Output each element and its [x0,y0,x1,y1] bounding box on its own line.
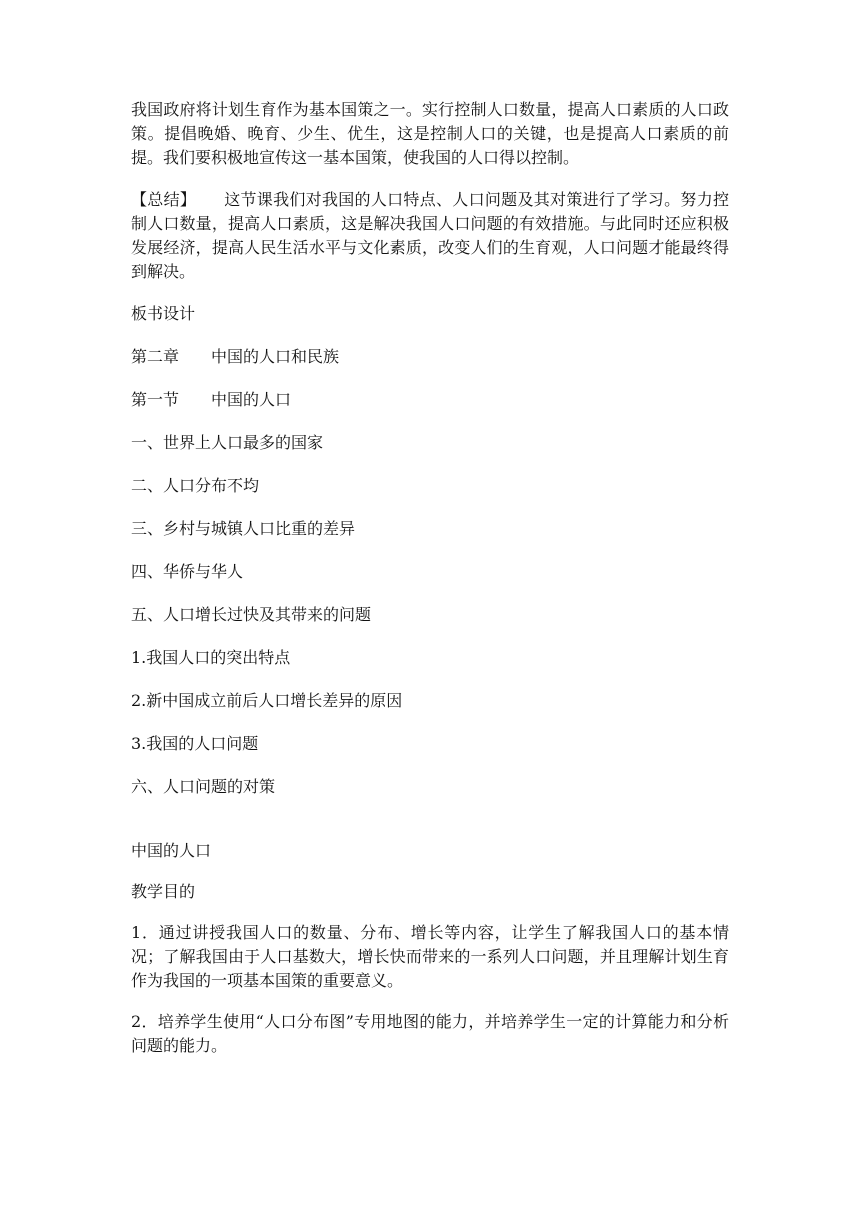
summary-text: 这节课我们对我国的人口特点、人口问题及其对策进行了学习。努力控制人口数量，提高人口素质，这是解决我国人口问题的有效措施。与此同时还应积极发展经济，提高人民生活水平与文化素质，改变人们的生育观，人口问题才能最终得到解决。 [131,190,729,281]
section-label: 第一节 [131,390,180,409]
section-heading [131,388,729,412]
summary-paragraph [131,188,729,284]
objectives-heading: 教学目的 [131,882,196,901]
section-title: 中国的人口 [211,390,292,409]
outline-item: 一、世界上人口最多的国家 [131,433,324,452]
objective-paragraph: 1．通过讲授我国人口的数量、分布、增长等内容，让学生了解我国人口的基本情况；了解我国由于人口基数大，增长快而带来的一系列人口问题，并且理解计划生育作为我国的一项基本国策的重要意义。 [131,923,729,990]
outline-subitem: 3.我国的人口问题 [131,734,259,753]
outline-item: 六、人口问题的对策 [131,777,276,796]
chapter-label: 第二章 [131,347,180,366]
outline-item: 四、华侨与华人 [131,562,244,581]
outline-subitem: 2.新中国成立前后人口增长差异的原因 [131,691,403,710]
board-design-heading: 板书设计 [131,304,196,323]
policy-paragraph: 我国政府将计划生育作为基本国策之一。实行控制人口数量，提高人口素质的人口政策。提倡晚婚、晚育、少生、优生，这是控制人口的关键，也是提高人口素质的前提。我们要积极地宣传这一基本国策，使我国的人口得以控制。 [131,100,729,167]
outline-item: 二、人口分布不均 [131,476,260,495]
summary-tag: 【总结】 [131,190,197,209]
chapter-heading [131,345,729,369]
outline-item: 五、人口增长过快及其带来的问题 [131,605,372,624]
document-page [131,98,729,1058]
chapter-title: 中国的人口和民族 [211,347,340,366]
outline-subitem: 1.我国人口的突出特点 [131,648,291,667]
outline-item: 三、乡村与城镇人口比重的差异 [131,519,356,538]
objective-paragraph: 2．培养学生使用“人口分布图”专用地图的能力，并培养学生一定的计算能力和分析问题的能力。 [131,1012,729,1055]
lesson-title: 中国的人口 [131,841,212,860]
